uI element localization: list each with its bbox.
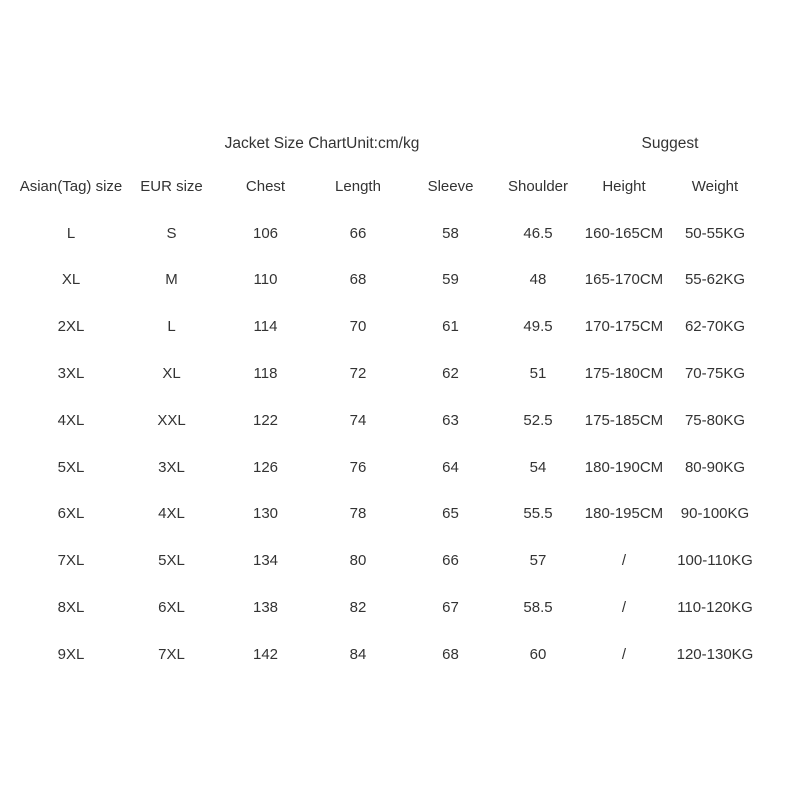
table-cell: /: [621, 552, 627, 570]
table-cell: L: [167, 318, 176, 336]
table-cell: 160-165CM: [584, 224, 664, 242]
table-cell: 7XL: [57, 552, 85, 570]
table-cell: 170-175CM: [584, 318, 664, 336]
table-cell: 78: [349, 505, 367, 523]
column-header: Chest: [245, 177, 286, 195]
table-cell: S: [166, 224, 177, 242]
table-cell: 138: [252, 599, 279, 617]
table-cell: 64: [442, 458, 459, 476]
table-cell: /: [621, 645, 627, 663]
column-header: Length: [335, 177, 381, 195]
table-cell: 58: [442, 224, 459, 242]
table-cell: 5XL: [57, 458, 85, 476]
table-cell: 46.5: [523, 224, 553, 242]
table-cell: 4XL: [57, 411, 85, 429]
table-cell: 106: [252, 224, 279, 242]
table-cell: 50-55KG: [684, 224, 746, 242]
size-table: [19, 163, 762, 678]
table-cell: 118: [253, 365, 278, 383]
column-header: Weight: [691, 177, 739, 195]
table-cell: 6XL: [158, 599, 185, 617]
table-cell: 175-185CM: [584, 411, 664, 429]
table-cell: 7XL: [158, 645, 185, 663]
table-cell: 4XL: [158, 505, 185, 523]
table-cell: 180-190CM: [584, 458, 664, 476]
table-cell: 68: [442, 645, 459, 663]
table-cell: 65: [442, 505, 459, 523]
table-cell: 126: [252, 458, 279, 476]
table-cell: 3XL: [57, 365, 85, 383]
table-cell: 70-75KG: [684, 365, 746, 383]
table-cell: XL: [61, 271, 81, 289]
table-cell: 175-180CM: [584, 365, 664, 383]
table-cell: 5XL: [158, 552, 185, 570]
table-cell: 68: [349, 271, 367, 289]
table-cell: L: [66, 224, 76, 242]
table-cell: 180-195CM: [584, 505, 664, 523]
table-cell: 120-130KG: [676, 645, 754, 663]
table-cell: 142: [252, 645, 279, 663]
table-cell: 61: [442, 318, 459, 336]
column-header: EUR size: [140, 177, 203, 195]
table-cell: 84: [349, 645, 367, 663]
table-cell: 48: [529, 271, 547, 289]
table-cell: XXL: [157, 411, 186, 429]
table-cell: 55-62KG: [684, 271, 746, 289]
table-cell: M: [165, 271, 178, 289]
table-cell: 6XL: [57, 505, 85, 523]
table-cell: 72: [349, 365, 367, 383]
table-cell: 9XL: [57, 645, 85, 663]
table-cell: 122: [252, 411, 279, 429]
table-cell: 134: [252, 552, 279, 570]
table-cell: 67: [442, 599, 459, 617]
column-header: Shoulder: [507, 177, 569, 195]
table-cell: 59: [442, 271, 459, 289]
column-header: Sleeve: [427, 177, 474, 195]
table-cell: 60: [529, 645, 547, 663]
table-cell: XL: [162, 365, 181, 383]
table-cell: 82: [349, 599, 367, 617]
table-cell: 110-120KG: [677, 599, 753, 617]
table-cell: 62-70KG: [684, 318, 746, 336]
table-cell: 75-80KG: [684, 411, 746, 429]
table-cell: 70: [349, 318, 367, 336]
table-cell: 74: [349, 411, 367, 429]
table-cell: 3XL: [158, 458, 185, 476]
table-cell: 55.5: [523, 505, 553, 523]
table-cell: 54: [529, 458, 547, 476]
table-cell: 2XL: [57, 318, 85, 336]
table-cell: 80-90KG: [684, 458, 746, 476]
table-cell: 110: [253, 271, 278, 289]
table-cell: 100-110KG: [677, 552, 753, 570]
table-cell: 76: [349, 458, 367, 476]
column-header: Asian(Tag) size: [19, 177, 123, 195]
suggest-label: Suggest: [641, 135, 699, 152]
table-cell: 66: [442, 552, 459, 570]
table-cell: 57: [529, 552, 547, 570]
chart-title: Jacket Size ChartUnit:cm/kg: [224, 135, 420, 152]
table-cell: 52.5: [523, 411, 553, 429]
table-cell: 66: [349, 224, 367, 242]
table-cell: /: [621, 599, 627, 617]
table-cell: 80: [349, 552, 367, 570]
table-cell: 114: [253, 318, 278, 336]
column-header: Height: [602, 177, 646, 195]
table-cell: 62: [442, 365, 459, 383]
table-cell: 130: [252, 505, 279, 523]
table-cell: 8XL: [57, 599, 85, 617]
table-cell: 63: [442, 411, 459, 429]
table-cell: 58.5: [523, 599, 553, 617]
table-cell: 49.5: [523, 318, 553, 336]
table-cell: 165-170CM: [584, 271, 664, 289]
table-cell: 90-100KG: [680, 505, 750, 523]
table-cell: 51: [529, 365, 547, 383]
